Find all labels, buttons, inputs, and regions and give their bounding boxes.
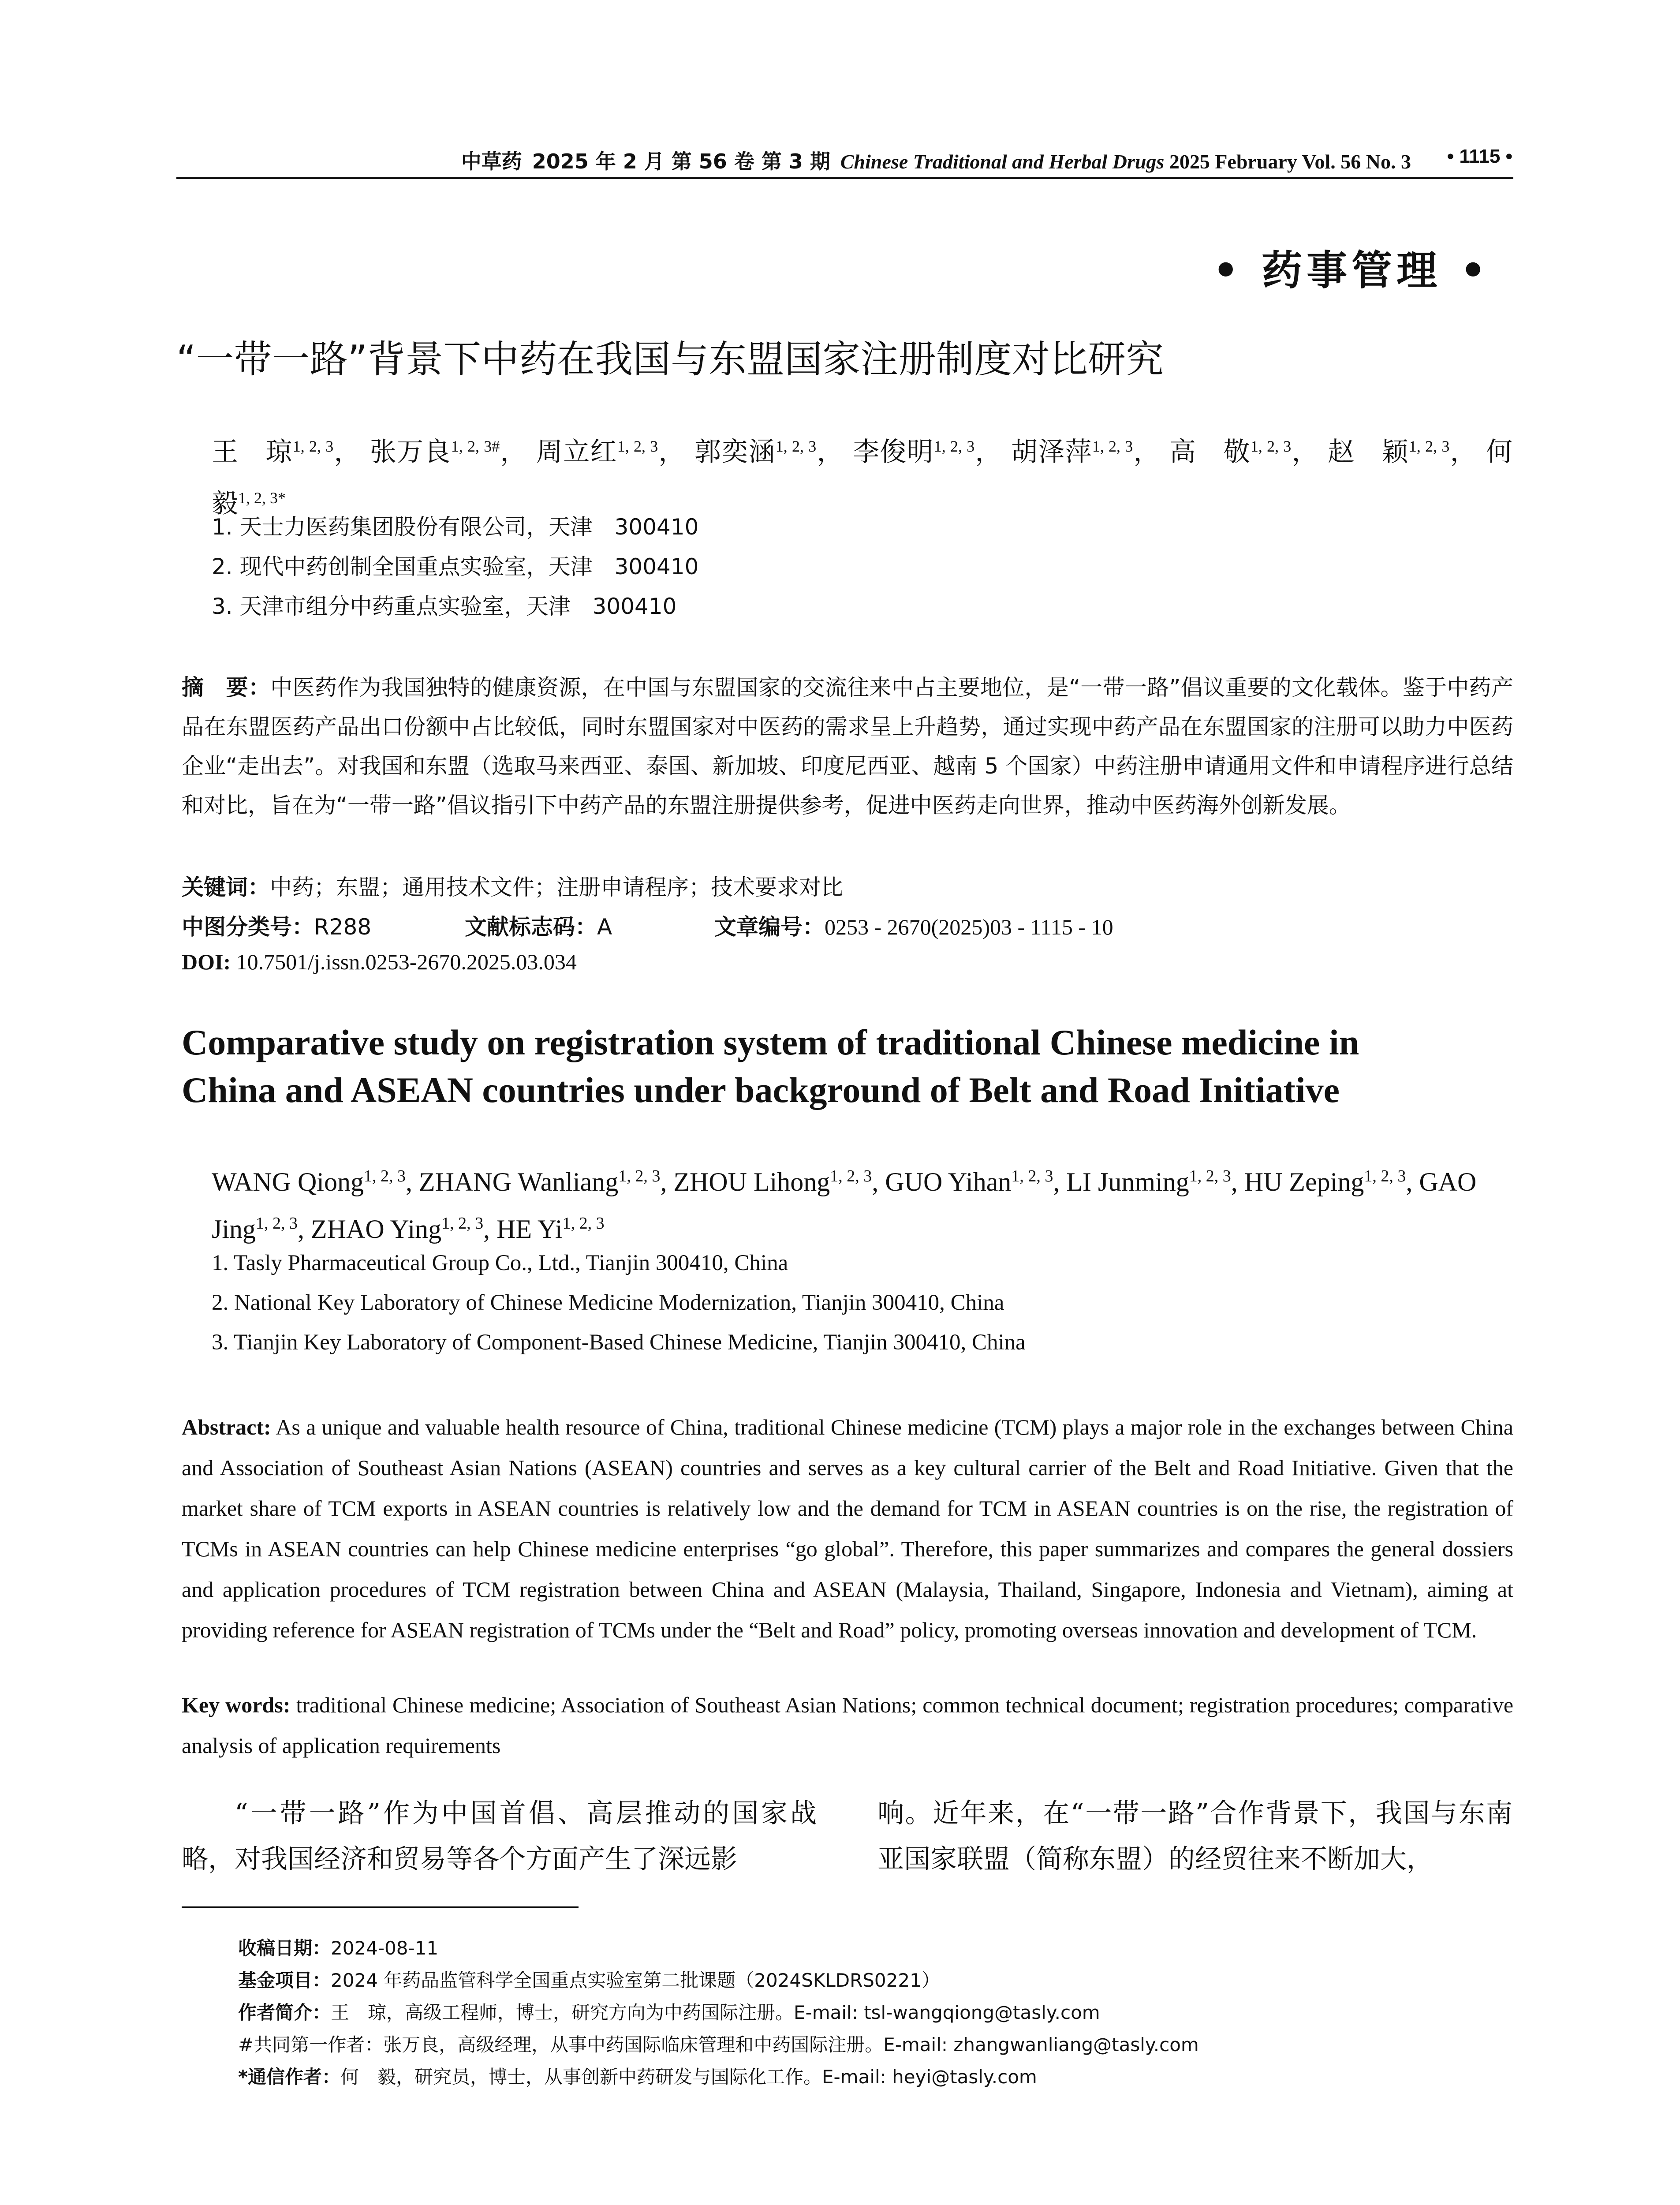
page-number: • 1115 •: [1447, 146, 1512, 167]
en-author: GAO Jing$^{1, 2, 3}$: [212, 1167, 1477, 1244]
en-affiliation: 2. National Key Laboratory of Chinese Medicine Modernization, Tianjin 300410, China: [212, 1290, 1004, 1315]
cn-author: 赵 颖$^{1, 2, 3}$: [1328, 437, 1450, 467]
en-author-list: WANG Qiong$^{1, 2, 3}$, ZHANG Wanliang$^{1, 2, 3}$, ZHOU Lihong$^{1, 2, 3}$, GUO Yihan$^{1, 2, 3}$, LI Junming$^{1, 2, 3}$, HU Zeping$^{1, 2, 3}$, GAO Jing$^{1, 2, 3}$, ZHAO Ying$^{1, 2, 3}$, HE Yi$^{1, 2, 3}$: [212, 1167, 1477, 1244]
en-author: GUO Yihan$^{1, 2, 3}$: [885, 1167, 1053, 1196]
clc-value: R288: [314, 914, 372, 940]
en-keywords: [182, 1685, 1513, 1766]
doccode-label: 文献标志码：: [465, 914, 597, 940]
classification-line: [182, 909, 1513, 941]
body-column-left: “一带一路”作为中国首倡、高层推动的国家战略，对我国经济和贸易等各个方面产生了深远影: [182, 1798, 817, 1875]
doi-value: 10.7501/j.issn.0253-2670.2025.03.034: [236, 949, 577, 974]
footnote-rule: [182, 1906, 579, 1908]
journal-name-en: Chinese Traditional and Herbal Drugs: [840, 150, 1165, 173]
footnote-co-first-author: #共同第一作者：张万良，高级经理，从事中药国际临床管理和中药国际注册。E-mail: zhangwanliang@tasly.com: [238, 2034, 1199, 2056]
articleno-label: 文章编号：: [714, 914, 825, 940]
cn-author: 郭奕涵$^{1, 2, 3}$: [694, 437, 817, 467]
cn-keywords: 关键词：中药；东盟；通用技术文件；注册申请程序；技术要求对比: [182, 875, 843, 900]
header-rule: [176, 177, 1513, 179]
running-header: [176, 146, 1411, 175]
cn-author: 王 琼$^{1, 2, 3}$: [212, 437, 334, 467]
footnote-funding: 基金项目：2024 年药品监管科学全国重点实验室第二批课题（2024SKLDRS0221）: [238, 1970, 940, 1991]
en-keywords-text: traditional Chinese medicine; Association of Southeast Asian Nations; common technical document; registration procedures; comparative analysis of application requirements: [182, 1693, 1514, 1758]
body-column-right: 响。近年来，在“一带一路”合作背景下，我国与东南亚国家联盟（简称东盟）的经贸往来不断加大，: [877, 1798, 1512, 1875]
en-author: ZHOU Lihong$^{1, 2, 3}$: [673, 1167, 872, 1196]
cn-title: “一带一路”背景下中药在我国与东盟国家注册制度对比研究: [176, 337, 1164, 381]
issue-cn: 2025 年 2 月 第 56 卷 第 3 期: [532, 149, 830, 173]
cn-abstract: [182, 668, 1513, 825]
column-title: • 药事管理 •: [1213, 247, 1490, 294]
issue-en: 2025 February Vol. 56 No. 3: [1169, 150, 1411, 173]
en-author: WANG Qiong$^{1, 2, 3}$: [212, 1167, 406, 1196]
cn-abstract-label: 摘 要：: [182, 675, 271, 700]
articleno-value: 0253 - 2670(2025)03 - 1115 - 10: [825, 915, 1113, 939]
en-author: ZHANG Wanliang$^{1, 2, 3}$: [418, 1167, 661, 1196]
footnote-received: 收稿日期：2024-08-11: [238, 1937, 439, 1959]
cn-affiliation: 3. 天津市组分中药重点实验室，天津 300410: [212, 594, 677, 619]
cn-affiliation: 1. 天士力医药集团股份有限公司，天津 300410: [212, 514, 699, 540]
cn-author: 高 敬$^{1, 2, 3}$: [1169, 437, 1292, 467]
en-title: [182, 1019, 1513, 1114]
journal-name-cn: 中草药: [461, 149, 522, 173]
cn-author: 何 毅$^{1, 2, 3*}$: [212, 437, 1539, 519]
en-keywords-label: Key words:: [182, 1693, 291, 1717]
en-affiliation: 3. Tianjin Key Laboratory of Component-Based Chinese Medicine, Tianjin 300410, China: [212, 1330, 1026, 1355]
cn-author: 张万良$^{1, 2, 3\#}$: [370, 437, 500, 467]
cn-affiliation: 2. 现代中药创制全国重点实验室，天津 300410: [212, 554, 699, 579]
doi-line: [182, 949, 1513, 975]
en-abstract: [182, 1407, 1513, 1650]
en-abstract-text: As a unique and valuable health resource of China, traditional Chinese medicine (TCM) plays a major role in the exchanges between China and Association of Southeast Asian Nations (ASEAN) countries and serves as a key cultural carrier of the Belt and Road Initiative. Given that the market share of TCM exports in ASEAN countries is relatively low and the demand for TCM in ASEAN countries is on the rise, the registration of TCMs in ASEAN countries can help Chinese medicine enterprises “go global”. Therefore, this paper summarizes and compares the general dossiers and application procedures of TCM registration between China and ASEAN (Malaysia, Thailand, Singapore, Indonesia and Vietnam), aiming at providing reference for ASEAN registration of TCMs under the “Belt and Road” policy, promoting overseas innovation and development of TCM.: [182, 1415, 1513, 1642]
cn-author-list: 王 琼$^{1, 2, 3}$， 张万良$^{1, 2, 3\#}$， 周立红$^{1, 2, 3}$， 郭奕涵$^{1, 2, 3}$， 李俊明$^{1, 2, 3}$， 胡泽萍$^{1, 2, 3}$， 高 敬$^{1, 2, 3}$， 赵 颖$^{1, 2, 3}$， 何 毅$^{1, 2, 3*}$: [212, 437, 1539, 519]
cn-author: 周立红$^{1, 2, 3}$: [536, 437, 658, 467]
en-author: ZHAO Ying$^{1, 2, 3}$: [311, 1214, 484, 1244]
cn-author: 胡泽萍$^{1, 2, 3}$: [1011, 437, 1133, 467]
en-author: HE Yi$^{1, 2, 3}$: [497, 1214, 605, 1244]
doccode-value: A: [597, 914, 612, 940]
clc-label: 中图分类号：: [182, 914, 314, 940]
footnote-author-bio: 作者简介：王 琼，高级工程师，博士，研究方向为中药国际注册。E-mail: tsl-wangqiong@tasly.com: [238, 2002, 1100, 2023]
en-title-line: Comparative study on registration system of traditional Chinese medicine in: [182, 1022, 1359, 1062]
en-title-line: China and ASEAN countries under background of Belt and Road Initiative: [182, 1070, 1340, 1110]
en-abstract-label: Abstract:: [182, 1415, 271, 1439]
en-author: LI Junming$^{1, 2, 3}$: [1066, 1167, 1231, 1196]
doi-label: DOI:: [182, 949, 231, 974]
footnote-corresponding-author: *通信作者：何 毅，研究员，博士，从事创新中药研发与国际化工作。E-mail: heyi@tasly.com: [238, 2066, 1037, 2088]
cn-author: 李俊明$^{1, 2, 3}$: [853, 437, 975, 467]
en-affiliation: 1. Tasly Pharmaceutical Group Co., Ltd., Tianjin 300410, China: [212, 1251, 788, 1275]
cn-abstract-text: 中医药作为我国独特的健康资源，在中国与东盟国家的交流往来中占主要地位，是“一带一路”倡议重要的文化载体。鉴于中药产品在东盟医药产品出口份额中占比较低，同时东盟国家对中医药的需求呈上升趋势，通过实现中药产品在东盟国家的注册可以助力中医药企业“走出去”。对我国和东盟（选取马来西亚、泰国、新加坡、印度尼西亚、越南 5 个国家）中药注册申请通用文件和申请程序进行总结和对比，旨在为“一带一路”倡议指引下中药产品的东盟注册提供参考，促进中医药走向世界，推动中医药海外创新发展。: [182, 675, 1513, 818]
en-author: HU Zeping$^{1, 2, 3}$: [1244, 1167, 1406, 1196]
